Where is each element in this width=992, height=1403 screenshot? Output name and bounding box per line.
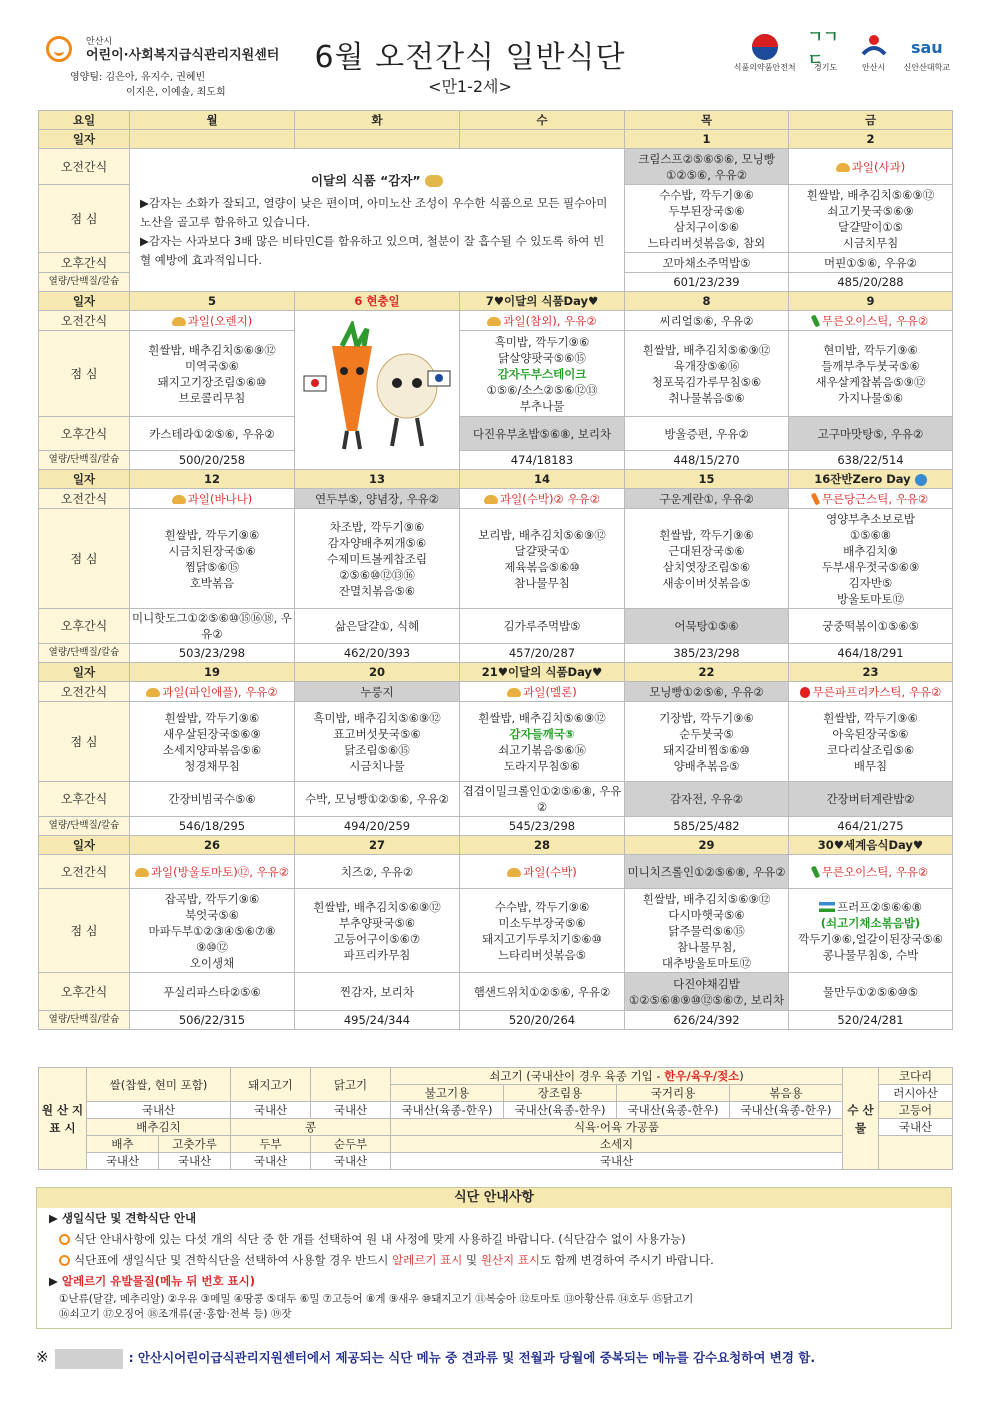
am-snack-cell: 과일(사과) <box>789 149 953 185</box>
smile-icon <box>59 1255 70 1266</box>
page-subtitle: <만1-2세> <box>428 77 512 96</box>
nutrition-cell: 485/20/288 <box>789 273 953 292</box>
date-row: 일자 19 20 21♥이달의 식품Day♥ 22 23 <box>39 663 953 682</box>
pm-snack-cell: 머핀①⑤⑥, 우유② <box>789 253 953 273</box>
monthly-food-info: 이달의 식품 “감자” ▶감자는 소화가 잘되고, 열량이 낮은 편이며, 아미노산 조성이 우수한 식품으로 모든 필수아미노산을 골고루 함유하고 있습니다. ▶감자는 사과보다 3배 많은 비타민C를 함유하고 있으며, 철분이 잘 흡수될 수 있도록 하여 빈혈 예방에 효과적입니다. <box>130 149 625 292</box>
gray-legend-swatch <box>55 1349 123 1369</box>
am-snack-label: 오전간식 <box>39 149 130 185</box>
weekday-fri: 금 <box>789 111 953 130</box>
lunch-label: 점 심 <box>39 185 130 253</box>
guide-title: 식단 안내사항 <box>37 1188 951 1208</box>
mfds-logo-icon <box>747 32 783 62</box>
holiday-date: 6 현충일 <box>295 292 460 311</box>
date-row: 일자 5 6 현충일 7♥이달의 식품Day♥ 8 9 <box>39 292 953 311</box>
date-cell: 2 <box>789 130 953 149</box>
weekday-label: 요일 <box>39 111 130 130</box>
weekday-mon: 월 <box>130 111 295 130</box>
partner-university: sau 신안산대학교 <box>904 32 950 73</box>
lunch-cell: 수수밥, 깍두기⑨⑥ 두부된장국⑤⑥ 삼치구이⑤⑥ 느타리버섯볶음⑤, 참외 <box>625 185 789 253</box>
lunch-cell: 흰쌀밥, 배추김치⑤⑥⑨⑫ 쇠고기뭇국⑤⑥⑨ 달걀말이①⑤ 시금치무침 <box>789 185 953 253</box>
partner-mfds: 식품의약품안전처 <box>734 32 796 73</box>
lunch-cell: 현미밥, 깍두기⑨⑥ 들깨부추두붓국⑤⑥ 새우살케찹볶음⑤⑨⑫ 가지나물⑤⑥ <box>789 331 953 417</box>
page-title: 6월 오전간식 일반식단 <box>314 40 626 75</box>
dietitian-team: 영양팀: 김은아, 유지수, 권혜빈 이지은, 이예솔, 최도희 <box>70 72 226 98</box>
partner-ansan: 안산시 <box>856 32 892 73</box>
center-name: 어린이·사회복지급식관리지원센터 <box>86 48 280 63</box>
weekday-thu: 목 <box>625 111 789 130</box>
weekday-row <box>39 111 953 130</box>
pm-snack-cell: 꼬마채소주먹밥⑤ <box>625 253 789 273</box>
center-city: 안산시 <box>86 37 113 47</box>
uzbekistan-flag-icon <box>819 902 835 912</box>
partner-logos <box>733 27 950 73</box>
nutrition-label: 열량/단백질/칼슘 <box>39 273 130 292</box>
menu-table: 요일 월 화 수 목 금 일자 1 2 오전간식 이달의 식품 “감자” ▶감자는 소화가 잘되고, 열량이 낮은 편이며, 아미노산 조성이 우수한 식품으로 모든 필수아미노산을 골고루 함유하고 있습니다. ▶감자는 사과보다 3배 많은 비타민C를 함유하고 있으며, 철분이 잘 흡수될 수 있도록 하여 빈혈 예방에 효과적입니다. 크림스프②⑤⑥⑤⑥, 모닝빵①②⑤⑥, 우유② 과일(사과) 점 심 수수밥, 깍두기⑨⑥ 두부된장국⑤⑥ 삼치구이⑤⑥ 느타리버섯볶음⑤, 참외 흰쌀밥, 배추김치⑤⑥⑨⑫ 쇠고기뭇국⑤⑥⑨ 달걀말이①⑤ 시금치무침 오후간식 꼬마채소주먹밥⑤ 머핀①⑤⑥, 우유② 열량/단백질/칼슘 601/23/239 485/20/288 일자 5 6 현충일 7♥이달의 식품Day♥ 8 9 오전간식 과일(오렌지) 과일(참외), 우유② 씨리얼⑤⑥, 우유② 무른오이스틱, 우유② 점 심 흰쌀밥, 배추김치⑤⑥⑨⑫ 미역국⑤⑥ 돼지고기장조림⑤⑥⑩ 브로콜리무침 흑미밥, 깍두기⑨⑥ 닭살양팟국⑤⑥⑮ 감자두부스테이크 ①⑤⑥/소스②⑤⑥⑫⑬ 부추나물 흰쌀밥, 배추김치⑤⑥⑨⑫ 육개장⑤⑥⑯ 청포묵김가루무침⑤⑥ 취나물볶음⑤⑥ 현미밥, 깍두기⑨⑥ 들깨부추두붓국⑤⑥ 새우살케찹볶음⑤⑨⑫ 가지나물⑤⑥ 오후간식 카스테라①②⑤⑥, 우유② 다진유부초밥⑤⑥⑧, 보리차 방울증편, 우유② 고구마맛탕⑤, 우유② 열량/단백질/칼슘 500/20/258 474/18183 448/15/270 638/22/514 일자 12 13 14 15 16잔반Zero Day 오전간식 과일(바나나) 연두부⑤, 양념장, 우유② 과일(수박)② 우유② 구운계란①, 우유② 무른당근스틱, 우유② 점 심 흰쌀밥, 깍두기⑨⑥ 시금치된장국⑤⑥ 찜닭⑤⑥⑮ 호박볶음 차조밥, 깍두기⑨⑥ 감자양배추찌개⑤⑥ 수제미트볼케찹조림 ②⑤⑥⑩⑫⑬⑯ 잔멸치볶음⑤⑥ 보리밥, 배추김치⑤⑥⑨⑫ 달걀팟국① 제육볶음⑤⑥⑩ 참나물무침 흰쌀밥, 깍두기⑨⑥ 근대된장국⑤⑥ 삼치엿장조림⑤⑥ 새송이버섯볶음⑤ 영양부추소보로밥 ①⑤⑥⑧ 배추김치⑨ 두부새우젓국⑤⑥⑨ 김자반⑤ 방울토마토⑫ 오후간식 미니핫도그①②⑤⑥⑩⑮⑯⑱, 우유② 삶은달걀①, 식혜 김가루주먹밥⑤ 어묵탕①⑤⑥ 궁중떡볶이①⑤⑥⑤ 열량/단백질/칼슘 503/23/298 462/20/393 457/20/287 385/23/298 464/18/291 일자 19 20 21♥이달의 식품Day♥ 22 23 오전간식 과일(파인애플), 우유② 누룽지 과일(멜론) 모닝빵①②⑤⑥, 우유② 무른파프리카스틱, 우유② 점 심 흰쌀밥, 깍두기⑨⑥ 새우살된장국⑤⑥⑨ 소세지양파볶음⑤⑥ 청경채무침 흑미밥, 배추김치⑤⑥⑨⑫ 표고버섯뭇국⑤⑥ 닭조림⑤⑥⑮ 시금치나물 흰쌀밥, 배추김치⑤⑥⑨⑫ 감자들깨국⑤ 쇠고기볶음⑤⑥⑯ 도라지무침⑤⑥ 기장밥, 깍두기⑨⑥ 순두붓국⑤ 돼지갈비찜⑤⑥⑩ 양배추볶음⑤ 흰쌀밥, 깍두기⑨⑥ 아욱된장국⑤⑥ 코다리살조림⑤⑥ 배무침 오후간식 간장비빔국수⑤⑥ 수박, 모닝빵①②⑤⑥, 우유② 겹겹이밀크롤인①②⑤⑥⑧, 우유② 감자전, 우유② 간장버터계란밥② 열량/단백질/칼슘 546/18/295 494/20/259 545/23/298 585/25/482 464/21/275 일자 26 27 28 29 30♥세계음식Day♥ 오전간식 과일(방울토마토)⑫, 우유② 치즈②, 우유② 과일(수박) 미니치즈롤인①②⑤⑥⑧, 우유② 무른오이스틱, 우유② 점 심 잡곡밥, 깍두기⑨⑥ 북엇국⑤⑥ 마파두부①②③④⑤⑥⑦⑧ ⑨⑩⑫ 오이생채 흰쌀밥, 배추김치⑤⑥⑨⑫ 부추양팟국⑤⑥ 고등어구이⑤⑥⑦ 파프리카무침 수수밥, 깍두기⑨⑥ 미소두부장국⑤⑥ 돼지고기두루치기⑤⑥⑩ 느타리버섯볶음⑤ 흰쌀밥, 배추김치⑤⑥⑨⑫ 다시마햇국⑤⑥ 닭주물럭⑤⑥⑮ 참나물무침, 대추방울토마토⑫ 프러프②⑤⑥⑥⑧ (쇠고기채소볶음밥) 깍두기⑨⑥,얼갈이된장국⑤⑥ 콩나물무침⑤, 수박 오후간식 푸실리파스타②⑤⑥ 찐감자, 보리차 햄샌드위치①②⑤⑥, 우유② 다진야채김밥①②⑤⑥⑧⑨⑩⑫⑤⑥⑦, 보리차 물만두①②⑤⑥⑩⑤ 열량/단백질/칼슘 506/22/315 495/24/344 520/20/264 626/24/392 520/24/281 <box>38 110 953 1030</box>
center-logo-icon <box>46 36 72 62</box>
partner-gyeonggi: ㄱㄱㄷ 경기도 <box>808 32 844 73</box>
weekday-tue: 화 <box>295 111 460 130</box>
date-row: 일자 26 27 28 29 30♥세계음식Day♥ <box>39 836 953 855</box>
diet-guide: 식단 안내사항 ▶ 생일식단 및 견학식단 안내 식단 안내사항에 있는 다섯 개의 식단 중 한 개를 선택하여 원 내 사정에 맞게 사용하길 바랍니다. (식단감수 없이 사용가능) 식단표에 생일식단 및 견학식단을 선택하여 사용할 경우 반드시 알레르기 표시 및 원산지 표시도 함께 변경하여 주시기 바랍니다. ▶ 알레르기 유발물질(메뉴 뒤 번호 표시) ①난류(달걀, 메추리알) ②우유 ③메밀 ④땅콩 ⑤대두 ⑥밀 ⑦고등어 ⑧게 ⑨새우 ⑩돼지고기 ⑪복숭아 ⑫토마토 ⑬아황산류 ⑭호두 ⑮닭고기 ⑯쇠고기 ⑰오징어 ⑱조개류(굴·홍합·전복 등) ⑲잣 <box>36 1187 952 1329</box>
date-row: 일자 12 13 14 15 16잔반Zero Day <box>39 470 953 489</box>
date-row <box>39 130 953 149</box>
lunch-cell: 흰쌀밥, 배추김치⑤⑥⑨⑫ 육개장⑤⑥⑯ 청포묵김가루무침⑤⑥ 취나물볶음⑤⑥ <box>625 331 789 417</box>
weekday-wed: 수 <box>460 111 625 130</box>
nutrition-cell: 601/23/239 <box>625 273 789 292</box>
university-logo-icon: sau <box>910 37 943 57</box>
footer-note: ※ : 안산시어린이급식관리지원센터에서 제공되는 식단 메뉴 중 견과류 및 전월과 당월에 중복되는 메뉴를 감수요청하여 변경 함. <box>36 1346 950 1369</box>
gyeonggi-logo-icon: ㄱㄱㄷ <box>807 27 839 69</box>
globe-icon <box>915 474 927 486</box>
date-label: 일자 <box>39 130 130 149</box>
ansan-logo-icon <box>856 32 892 62</box>
potato-icon <box>425 175 443 187</box>
am-snack-cell: 크림스프②⑤⑥⑤⑥, 모닝빵①②⑤⑥, 우유② <box>625 149 789 185</box>
origin-label: 원 산 지 표 시 <box>39 1068 87 1170</box>
carrot-onion-mascot-icon <box>302 321 452 456</box>
date-cell: 1 <box>625 130 789 149</box>
origin-table: 원 산 지 표 시 쌀(찹쌀, 현미 포함) 돼지고기 닭고기 쇠고기 (국내산이 경우 육종 기입 - 한우/육우/젖소) 수 산 물 코다리 불고기용 장조림용 국거리용 볶음용 러시아산 국내산 국내산 국내산 국내산(육종-한우) 국내산(육종-한우) 국내산(육종-한우) 국내산(육종-한우) 고등어 배추김치 콩 식육·어육 가공품 국내산 배추 고춧가루 두부 순두부 소세지 국내산 국내산 국내산 국내산 국내산 <box>38 1067 953 1170</box>
allergen-list: ①난류(달걀, 메추리알) ②우유 ③메밀 ④땅콩 ⑤대두 ⑥밀 ⑦고등어 ⑧게 ⑨새우 ⑩돼지고기 ⑪복숭아 ⑫토마토 ⑬아황산류 ⑭호두 ⑮닭고기 ⑯쇠고기 ⑰오징어 ⑱조개류(굴·홍합·전복 등) ⑲잣 <box>59 1293 694 1320</box>
holiday-illustration <box>295 311 460 470</box>
pm-snack-label: 오후간식 <box>39 253 130 273</box>
lunch-cell: 흰쌀밥, 배추김치⑤⑥⑨⑫ 미역국⑤⑥ 돼지고기장조림⑤⑥⑩ 브로콜리무침 <box>130 331 295 417</box>
page-header <box>36 27 956 102</box>
lunch-cell: 흑미밥, 깍두기⑨⑥ 닭살양팟국⑤⑥⑮ 감자두부스테이크 ①⑤⑥/소스②⑤⑥⑫⑬ 부추나물 <box>460 331 625 417</box>
smile-icon <box>59 1234 70 1245</box>
